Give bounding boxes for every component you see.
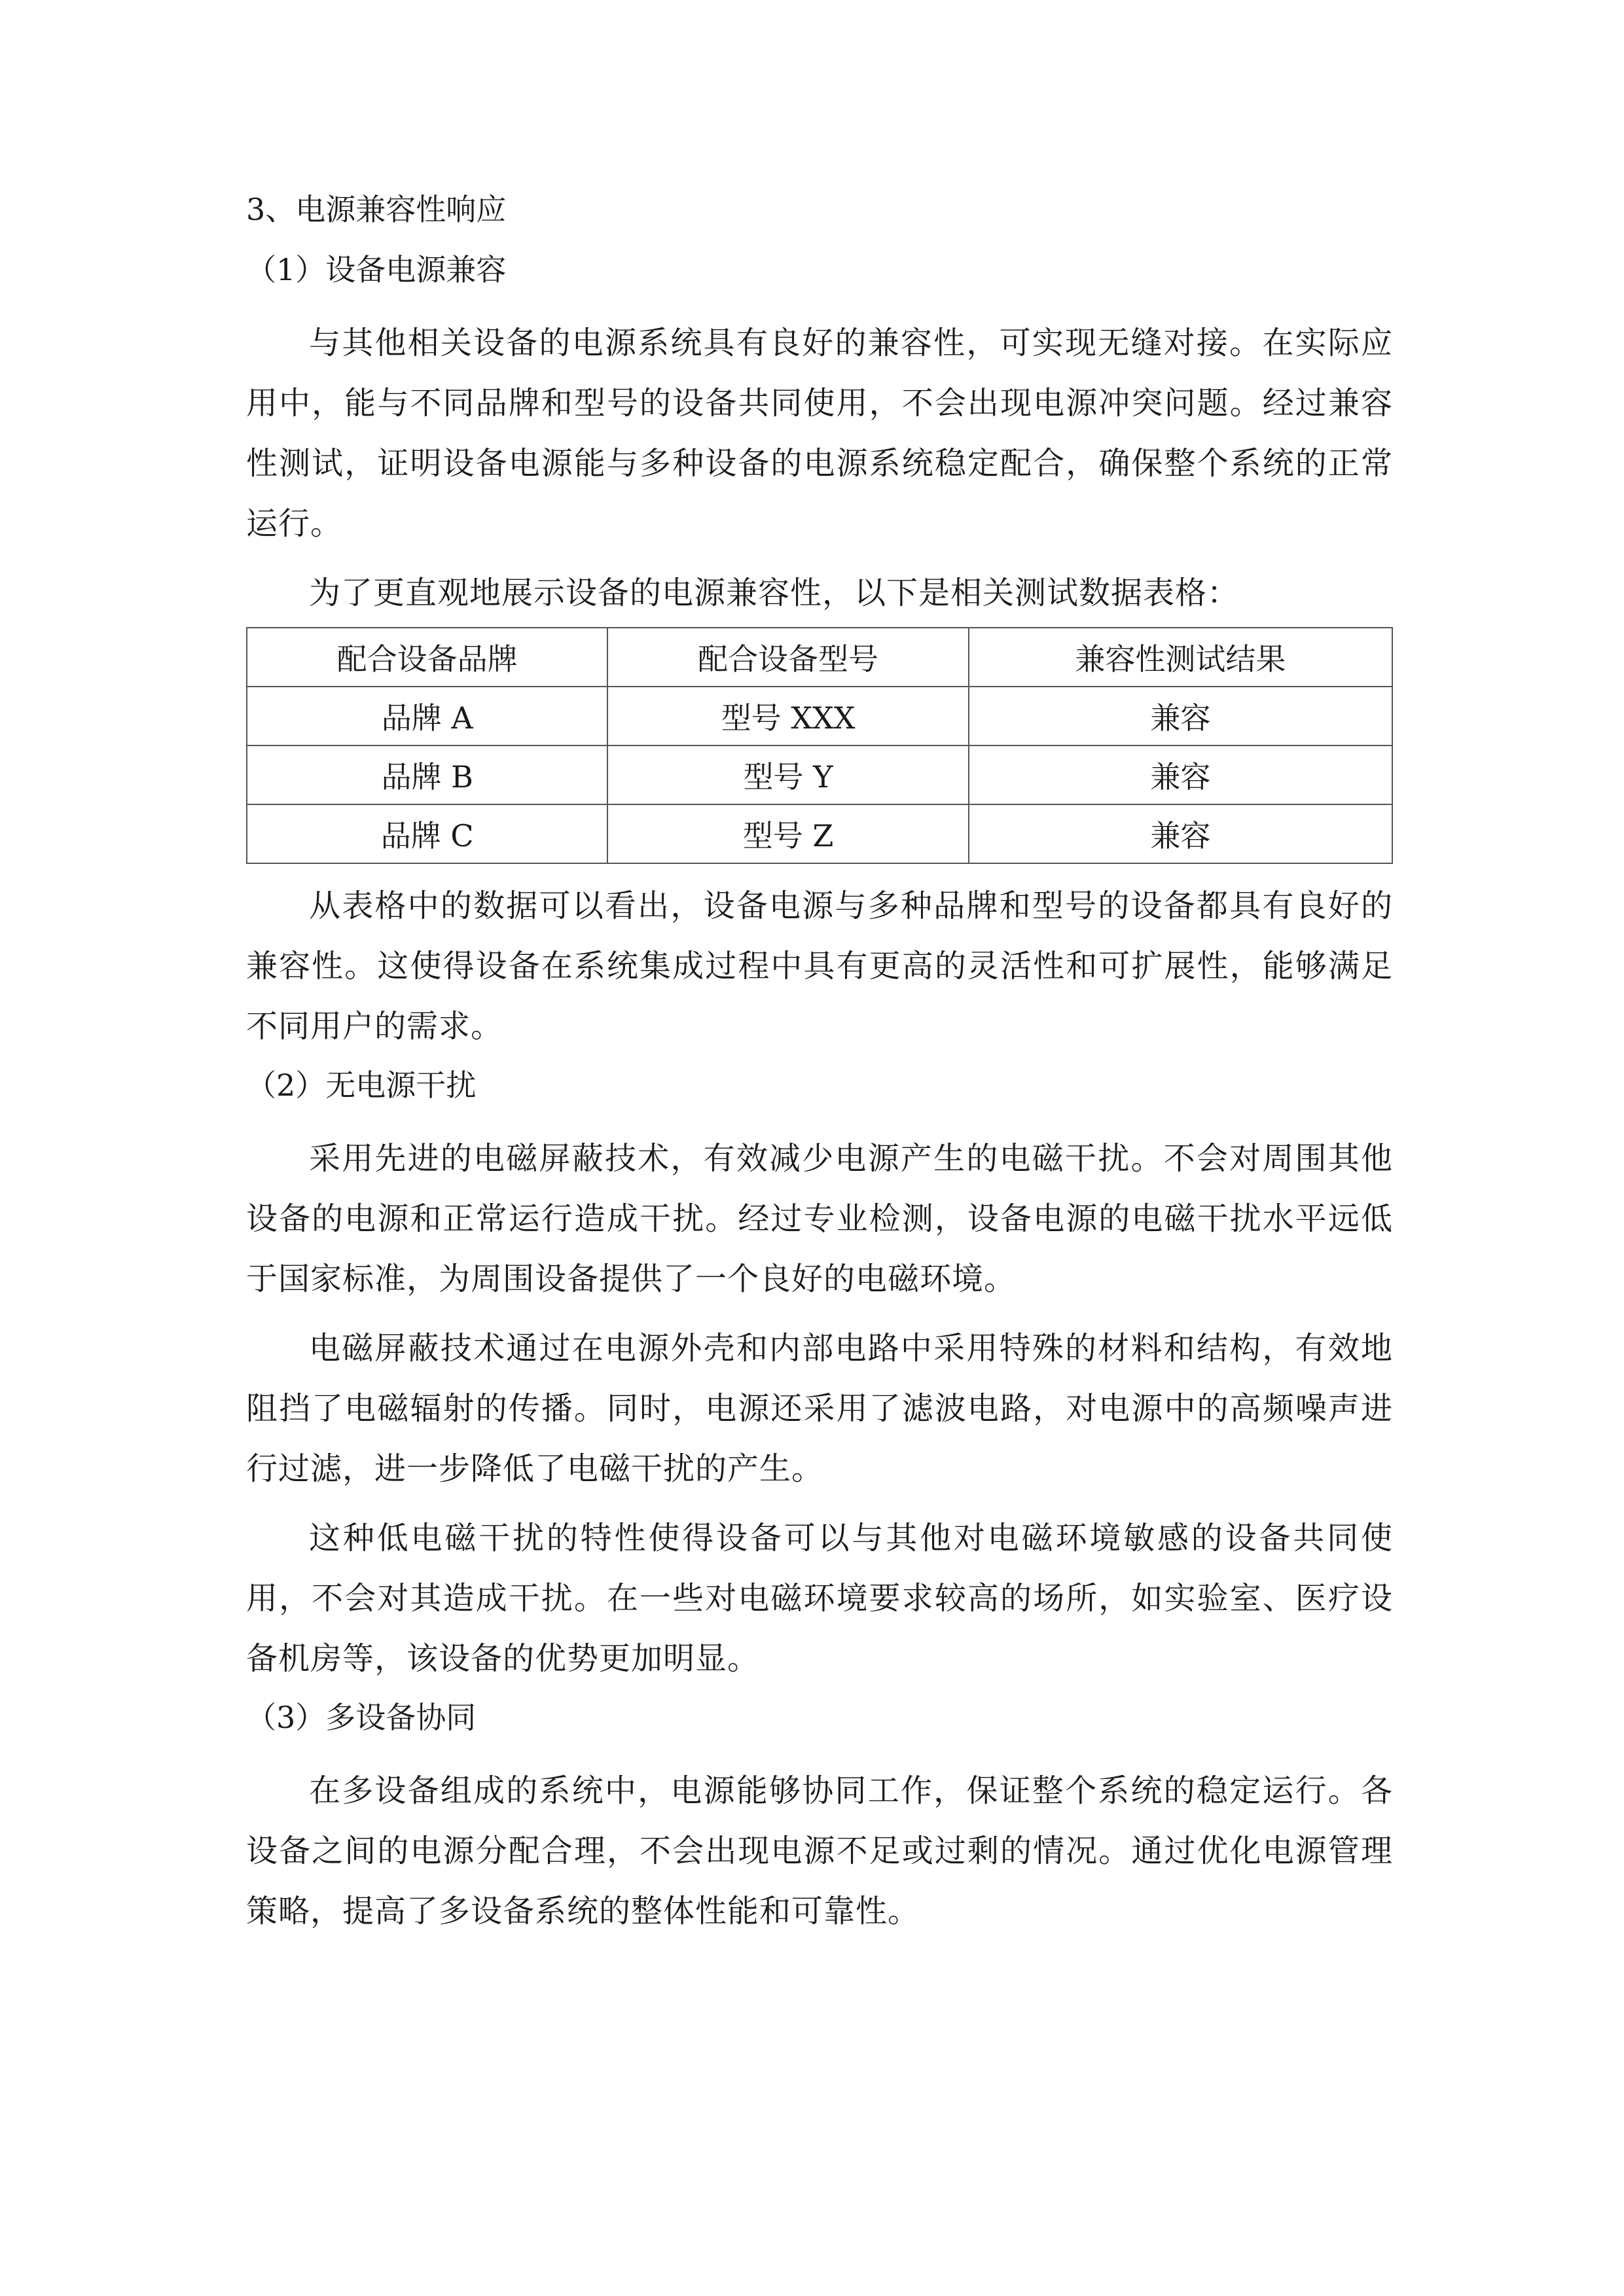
paragraph: 从表格中的数据可以看出，设备电源与多种品牌和型号的设备都具有良好的兼容性。这使得设备在系统集成过程中具有更高的灵活性和可扩展性，能够满足不同用户的需求。 [246,888,1393,1045]
table-row [247,745,1392,804]
table-cell-brand: 品牌 B [247,745,607,804]
paragraph: 这种低电磁干扰的特性使得设备可以与其他对电磁环境敏感的设备共同使用，不会对其造成干扰。在一些对电磁环境要求较高的场所，如实验室、医疗设备机房等，该设备的优势更加明显。 [246,1520,1393,1677]
table-cell-model: 型号 XXX [607,687,968,745]
table-cell-brand: 品牌 C [247,804,607,863]
table-cell-model: 型号 Z [607,804,968,863]
section-title: 3、电源兼容性响应 [246,192,507,227]
table-header-cell: 兼容性测试结果 [969,628,1392,687]
table-cell-result: 兼容 [969,745,1392,804]
table-header-cell: 配合设备品牌 [247,628,607,687]
paragraph: 在多设备组成的系统中，电源能够协同工作，保证整个系统的稳定运行。各设备之间的电源分配合理，不会出现电源不足或过剩的情况。通过优化电源管理策略，提高了多设备系统的整体性能和可靠性。 [246,1772,1393,1929]
compatibility-table [246,627,1393,864]
paragraph: 电磁屏蔽技术通过在电源外壳和内部电路中采用特殊的材料和结构，有效地阻挡了电磁辐射的传播。同时，电源还采用了滤波电路，对电源中的高频噪声进行过滤，进一步降低了电磁干扰的产生。 [246,1330,1393,1487]
table-cell-result: 兼容 [969,687,1392,745]
table-cell-brand: 品牌 A [247,687,607,745]
paragraph-table-intro: 为了更直观地展示设备的电源兼容性，以下是相关测试数据表格： [309,575,1240,611]
paragraph: 采用先进的电磁屏蔽技术，有效减少电源产生的电磁干扰。不会对周围其他设备的电源和正常运行造成干扰。经过专业检测，设备电源的电磁干扰水平远低于国家标准，为周围设备提供了一个良好的电磁环境。 [246,1140,1393,1297]
paragraph: 与其他相关设备的电源系统具有良好的兼容性，可实现无缝对接。在实际应用中，能与不同品牌和型号的设备共同使用，不会出现电源冲突问题。经过兼容性测试，证明设备电源能与多种设备的电源系统稳定配合，确保整个系统的正常运行。 [246,325,1393,542]
table-row [247,687,1392,745]
table-row [247,804,1392,863]
subsection-title-no-interference: （2）无电源干扰 [246,1067,477,1103]
subsection-title-multi-device: （3）多设备协同 [246,1700,477,1735]
table-header-cell: 配合设备型号 [607,628,968,687]
subsection-title-power-compat: （1）设备电源兼容 [246,252,507,287]
table-cell-result: 兼容 [969,804,1392,863]
table-cell-model: 型号 Y [607,745,968,804]
table-header-row [247,628,1392,687]
document-page [246,190,1393,1950]
